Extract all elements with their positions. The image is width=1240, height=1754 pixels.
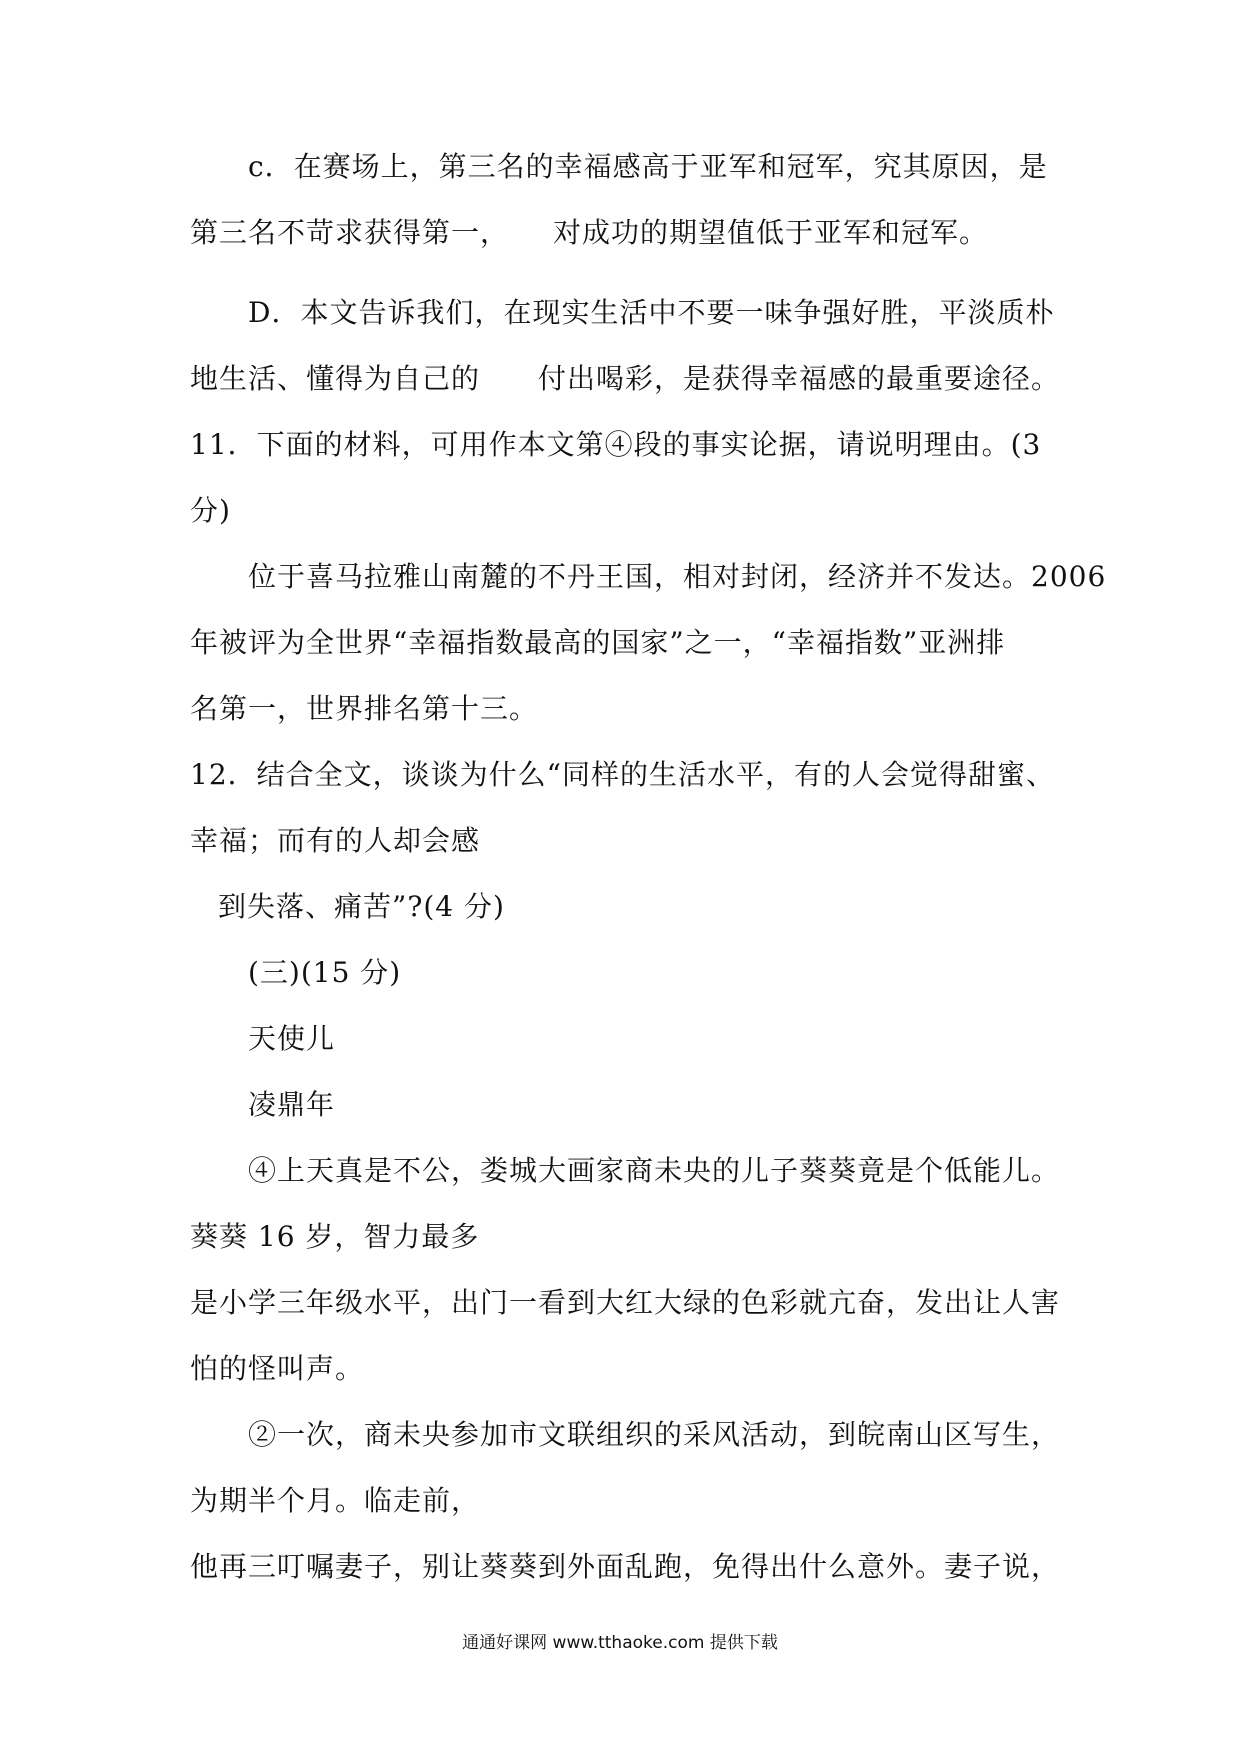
story-title: 天使儿 [248, 1022, 336, 1055]
story-author: 凌鼎年 [248, 1088, 336, 1121]
paragraph-1-line-3: 是小学三年级水平，出门一看到大红大绿的色彩就亢奋，发出让人害 [190, 1286, 1061, 1319]
paragraph-2-line-2: 为期半个月。临走前， [190, 1484, 481, 1517]
option-c-line-2: 第三名不苛求获得第一， 对成功的期望值低于亚军和冠军。 [190, 216, 989, 249]
option-d-line-1: D．本文告诉我们，在现实生活中不要一味争强好胜，平淡质朴 [248, 296, 1055, 329]
paragraph-1-line-2: 葵葵 16 岁，智力最多 [190, 1220, 480, 1253]
question-11-line-2: 分) [190, 494, 231, 527]
footer-source: 通通好课网 www.tthaoke.com 提供下载 [462, 1633, 778, 1653]
question-11-line-1: 11．下面的材料，可用作本文第④段的事实论据，请说明理由。(3 [190, 428, 1042, 461]
option-c-line-1: c．在赛场上，第三名的幸福感高于亚军和冠军，究其原因，是 [248, 150, 1048, 183]
question-12-line-1: 12．结合全文，谈谈为什么“同样的生活水平，有的人会觉得甜蜜、 [190, 758, 1055, 791]
material-line-1: 位于喜马拉雅山南麓的不丹王国，相对封闭，经济并不发达。2006 [248, 560, 1107, 593]
option-d-line-2: 地生活、懂得为自己的 付出喝彩，是获得幸福感的最重要途径。 [190, 362, 1061, 395]
section-three-heading: (三)(15 分) [248, 956, 402, 989]
question-12-line-3: 到失落、痛苦”?(4 分) [218, 890, 505, 923]
material-line-3: 名第一，世界排名第十三。 [190, 692, 539, 725]
material-line-2: 年被评为全世界“幸福指数最高的国家”之一，“幸福指数”亚洲排 [190, 626, 1006, 659]
paragraph-2-line-1: ②一次，商未央参加市文联组织的采风活动，到皖南山区写生， [248, 1418, 1061, 1451]
paragraph-2-line-3: 他再三叮嘱妻子，别让葵葵到外面乱跑，免得出什么意外。妻子说， [190, 1550, 1061, 1583]
paragraph-1-line-1: ④上天真是不公，娄城大画家商未央的儿子葵葵竟是个低能儿。 [248, 1154, 1061, 1187]
paragraph-1-line-4: 怕的怪叫声。 [190, 1352, 365, 1385]
question-12-line-2: 幸福；而有的人却会感 [190, 824, 481, 857]
